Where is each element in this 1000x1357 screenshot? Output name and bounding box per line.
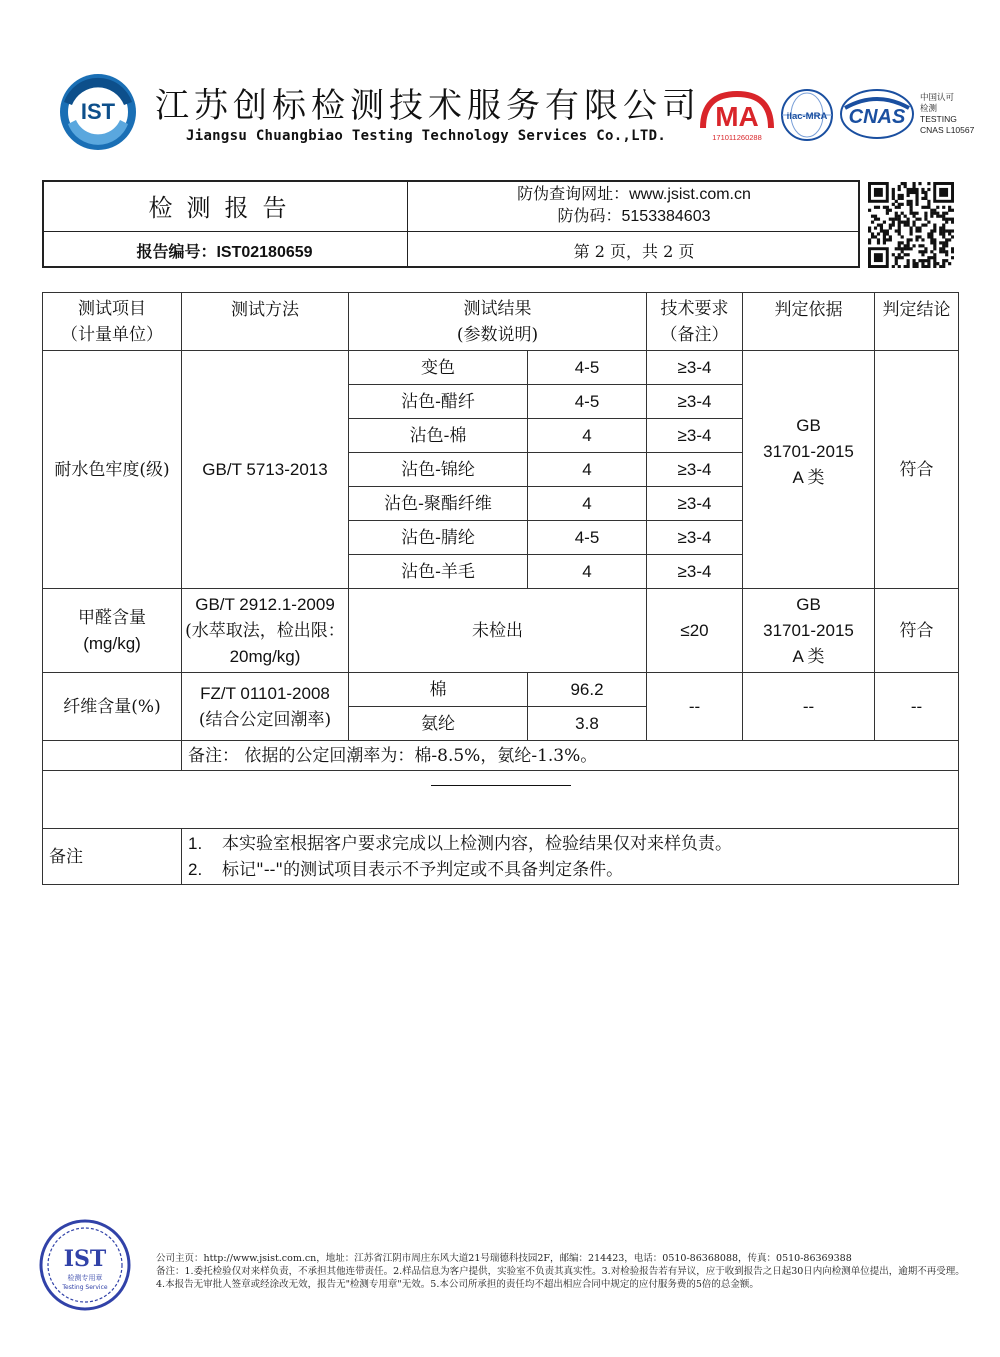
header-basis: 判定依据: [743, 293, 875, 351]
formaldehyde-result: 未检出: [349, 589, 647, 673]
verify-code: 防伪码：5153384603: [557, 207, 711, 225]
value-cell: 4: [528, 453, 647, 487]
header-conclusion: 判定结论: [875, 293, 959, 351]
req-cell: ≥3-4: [647, 351, 743, 385]
header-requirement: 技术要求 （备注）: [647, 293, 743, 351]
page-info: 第 2 页，共 2 页: [573, 241, 695, 261]
req-cell: ≥3-4: [647, 419, 743, 453]
param-cell: 沾色-羊毛: [349, 555, 528, 589]
table-row: [43, 589, 959, 673]
fiber-conclusion: --: [875, 673, 959, 741]
param-cell: 氨纶: [349, 707, 528, 741]
fiber-item: 纤维含量(%): [43, 673, 182, 741]
formaldehyde-basis: GB 31701-2015 A 类: [743, 589, 875, 673]
cnas-mark-icon: [839, 88, 915, 140]
end-line: [431, 785, 571, 786]
cnas-line-3: TESTING: [920, 114, 957, 124]
req-cell: ≥3-4: [647, 453, 743, 487]
remarks-row: [43, 829, 959, 885]
remarks-label: 备注: [43, 829, 182, 885]
fiber-method: FZ/T 01101-2008 (结合公定回潮率): [182, 673, 349, 741]
value-cell: 4: [528, 419, 647, 453]
param-cell: 沾色-棉: [349, 419, 528, 453]
company-logo-icon: [58, 72, 138, 152]
req-cell: ≥3-4: [647, 385, 743, 419]
separator-row: [43, 771, 959, 829]
remarks-content: [182, 829, 959, 885]
param-cell: 变色: [349, 351, 528, 385]
fiber-note-spacer: [43, 741, 182, 771]
ma-text: MA: [715, 101, 759, 132]
cnas-info: [920, 92, 974, 136]
cnas-line-2: 检测: [920, 103, 938, 113]
value-cell: 4-5: [528, 521, 647, 555]
water-fastness-basis: GB 31701-2015 A 类: [743, 351, 875, 589]
table-header-row: [43, 293, 959, 351]
req-cell: ≥3-4: [647, 555, 743, 589]
value-cell: 96.2: [528, 673, 647, 707]
remark-line-2: 2. 标记"--"的测试项目表示不予判定或不具备判定条件。: [188, 859, 624, 880]
logo-text: IST: [80, 99, 116, 124]
formaldehyde-method: GB/T 2912.1-2009 (水萃取法，检出限： 20mg/kg): [182, 589, 349, 673]
req-cell: ≥3-4: [647, 521, 743, 555]
table-row: [43, 351, 959, 385]
table-row: [43, 741, 959, 771]
report-number: 报告编号：IST02180659: [42, 232, 408, 268]
param-cell: 沾色-聚酯纤维: [349, 487, 528, 521]
verification-info: [408, 180, 860, 232]
fiber-basis: --: [743, 673, 875, 741]
company-name-en: Jiangsu Chuangbiao Testing Technology Services Co.,LTD.: [186, 128, 667, 144]
param-cell: 棉: [349, 673, 528, 707]
footer-line-2: 备注：1.委托检验仅对来样负责，不承担其他连带责任。2.样品信息为客户提供，实验室不负责其真实性。3.对检验报告若有异议，应于收到报告之日起30日内向检测单位提出，逾期不再受理。: [156, 1266, 965, 1277]
water-fastness-item: 耐水色牢度(级): [43, 351, 182, 589]
table-row: [43, 673, 959, 707]
footer-notes: [156, 1252, 976, 1291]
header-method: 测试方法: [182, 293, 349, 351]
value-cell: 4: [528, 487, 647, 521]
header-result: 测试结果 (参数说明): [349, 293, 647, 351]
remark-line-1: 1. 本实验室根据客户要求完成以上检测内容，检验结果仅对来样负责。: [188, 833, 732, 854]
req-cell: ≥3-4: [647, 487, 743, 521]
company-name-cn: 江苏创标检测技术服务有限公司: [155, 86, 701, 126]
value-cell: 4-5: [528, 351, 647, 385]
value-cell: 4-5: [528, 385, 647, 419]
report-title: 检测报告: [42, 180, 408, 232]
param-cell: 沾色-锦纶: [349, 453, 528, 487]
param-cell: 沾色-醋纤: [349, 385, 528, 419]
water-fastness-method: GB/T 5713-2013: [182, 351, 349, 589]
fiber-req: --: [647, 673, 743, 741]
end-line-cell: [43, 771, 959, 829]
ilac-text: ilac-MRA: [786, 111, 828, 122]
water-fastness-conclusion: 符合: [875, 351, 959, 589]
cnas-text: CNAS: [848, 106, 906, 128]
footer-line-3: 4.本报告无审批人签章或经涂改无效，报告无"检测专用章"无效。5.本公司所承担的责任均不超出相应合同中规定的应付服务费的5倍的总金额。: [156, 1279, 759, 1290]
stamp-text: IST: [63, 1246, 107, 1272]
value-cell: 4: [528, 555, 647, 589]
header-item: 测试项目 （计量单位）: [43, 293, 182, 351]
formaldehyde-req: ≤20: [647, 589, 743, 673]
testing-seal-icon: [38, 1218, 132, 1312]
footer-line-1: 公司主页：http://www.jsist.com.cn，地址：江苏省江阴市周庄东风大道21号瑞德科技园2F，邮编：214423，电话：0510-86368088，传真：0510-86369388: [156, 1253, 852, 1264]
test-results-table: [42, 292, 959, 885]
qr-code-icon[interactable]: [868, 182, 954, 268]
fiber-note: 备注： 依据的公定回潮率为：棉-8.5%，氨纶-1.3%。: [182, 741, 959, 771]
cnas-line-1: 中国认可: [920, 92, 955, 102]
ma-code: 171011260288: [712, 133, 762, 142]
verify-url: 防伪查询网址：www.jsist.com.cn: [517, 185, 751, 203]
cnas-line-4: CNAS L10567: [920, 125, 975, 135]
formaldehyde-conclusion: 符合: [875, 589, 959, 673]
stamp-sub-2: Testing Service: [62, 1284, 108, 1291]
ilac-mra-mark-icon: [779, 88, 835, 142]
cma-mark-icon: [697, 88, 777, 144]
formaldehyde-item: 甲醛含量 (mg/kg): [43, 589, 182, 673]
param-cell: 沾色-腈纶: [349, 521, 528, 555]
stamp-sub-1: 检测专用章: [67, 1274, 103, 1282]
value-cell: 3.8: [528, 707, 647, 741]
